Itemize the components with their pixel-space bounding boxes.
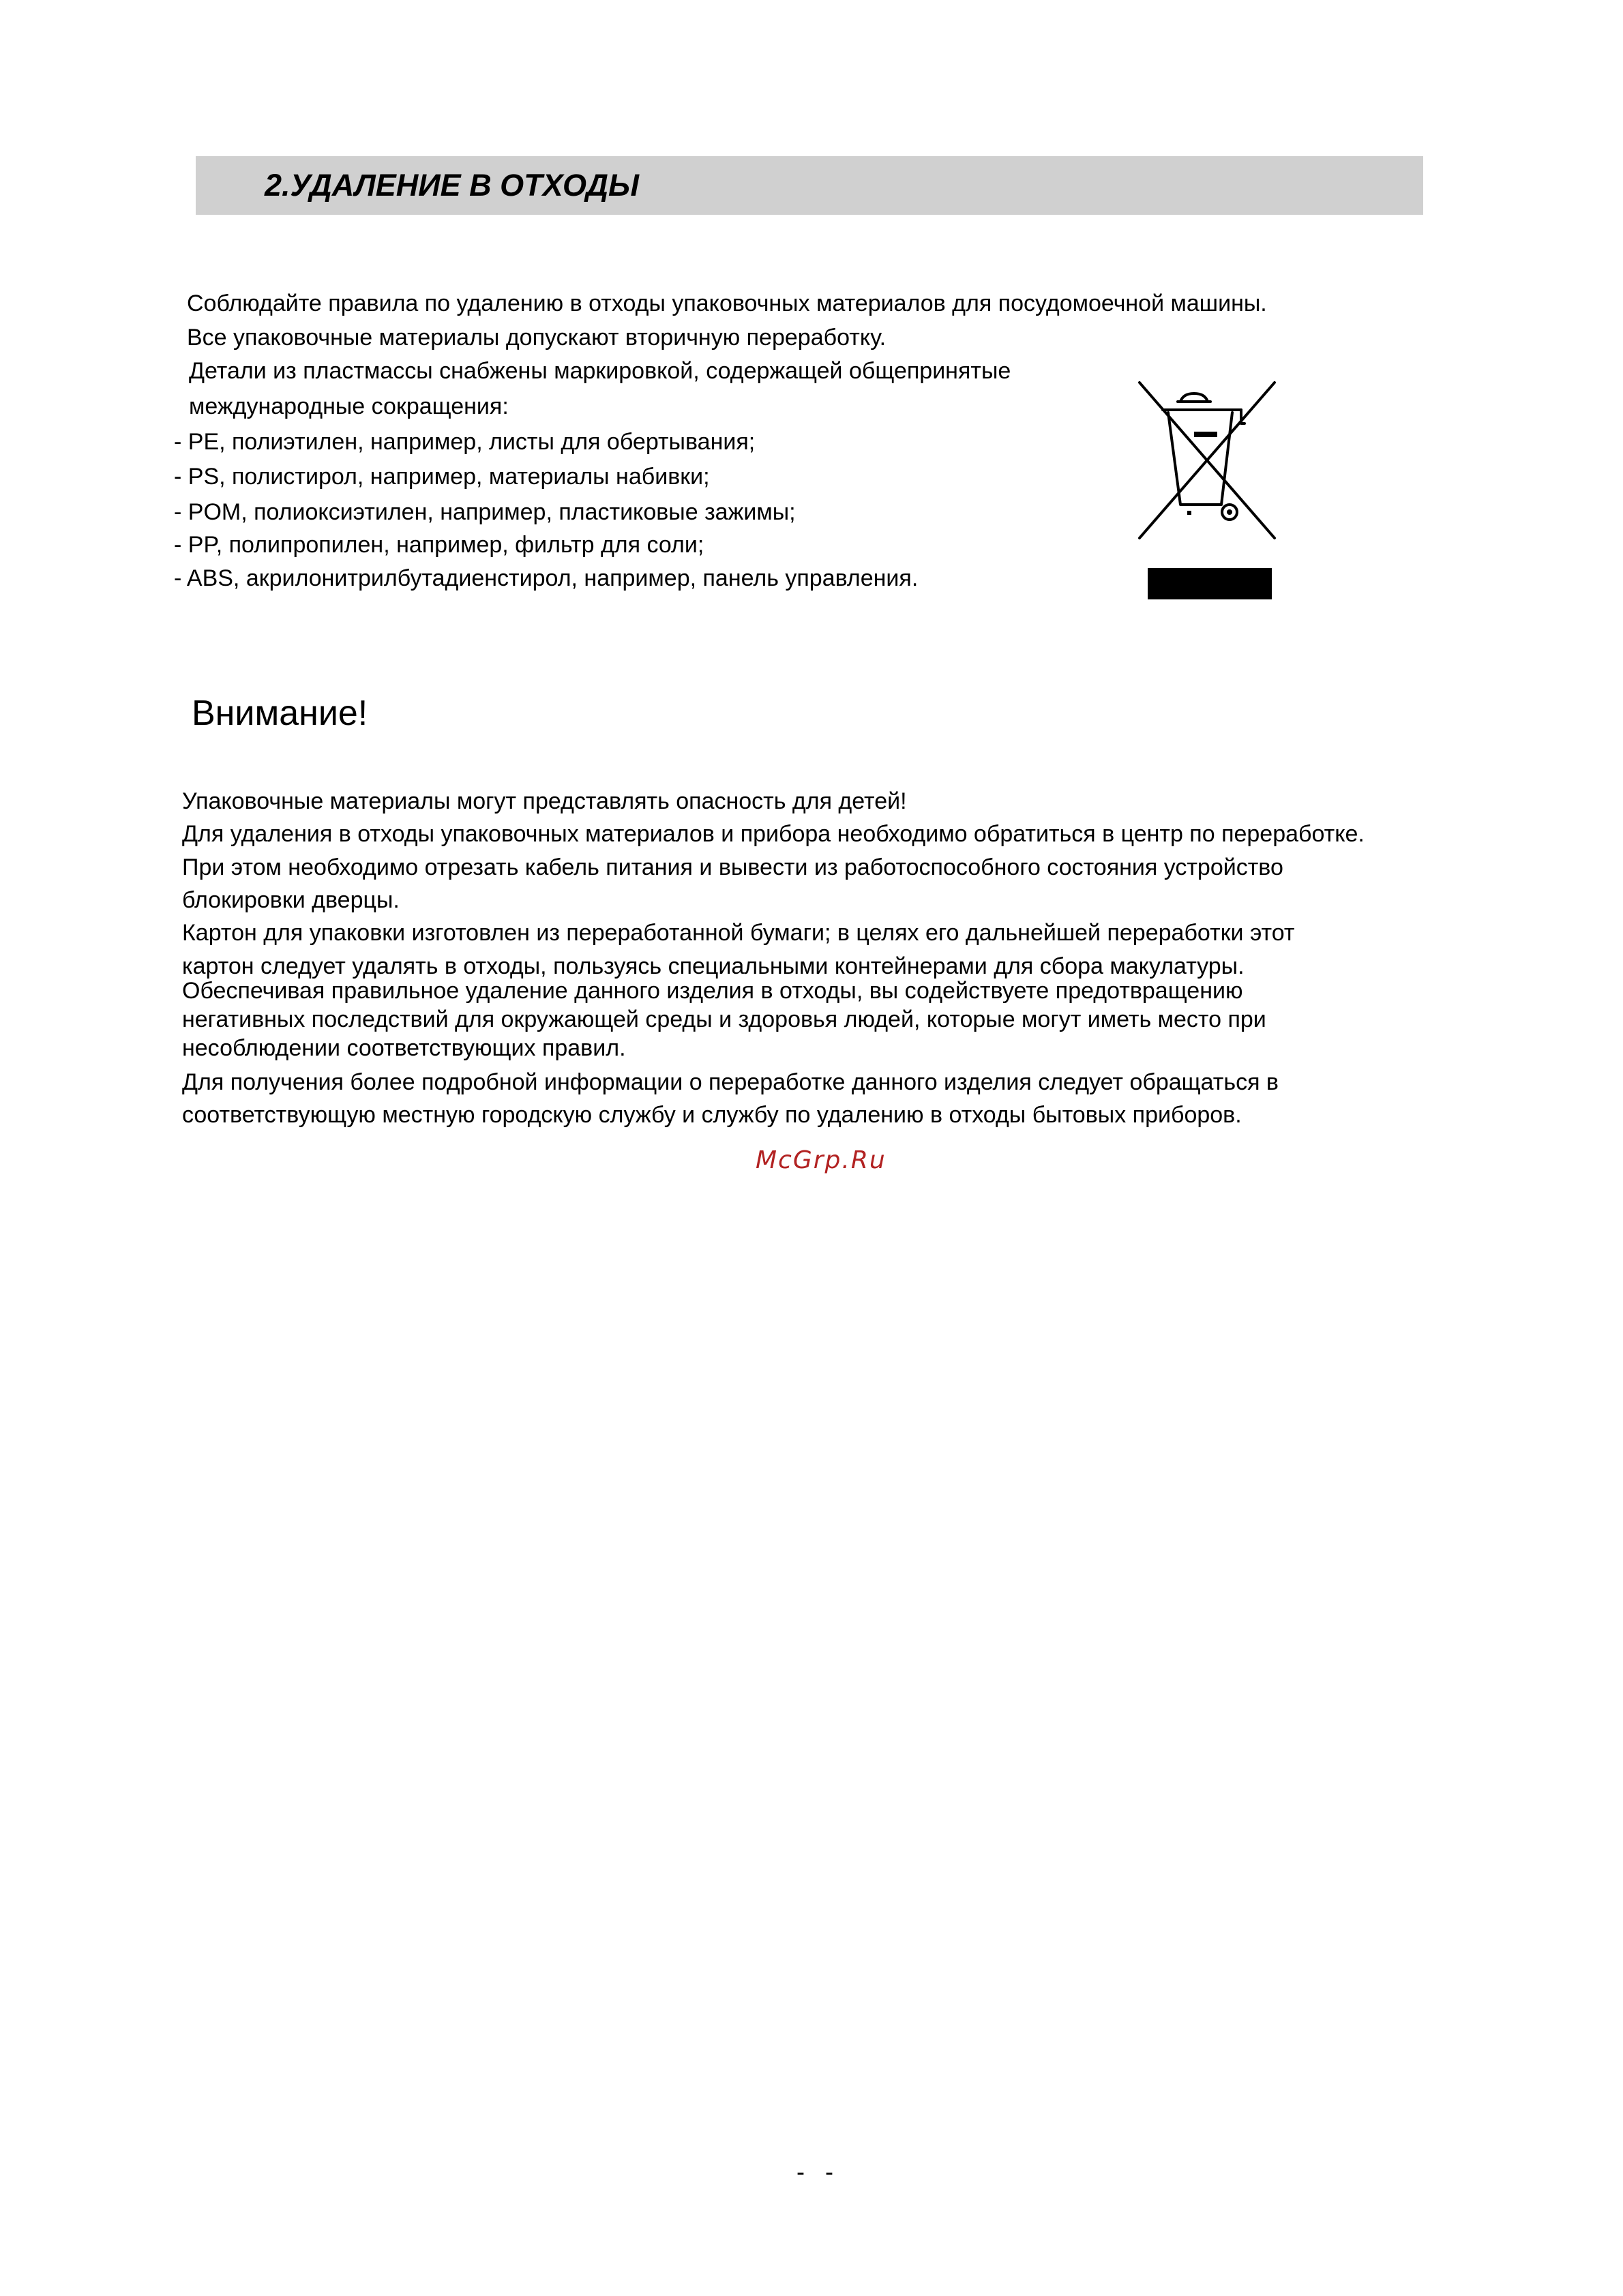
page-number: - - (796, 2158, 833, 2186)
warning-line: Картон для упаковки изготовлен из переработанной бумаги; в целях его дальнейшей переработки этот (182, 920, 1295, 946)
watermark-link[interactable]: McGrp.Ru (756, 1146, 887, 1174)
list-item: - PS, полистирол, например, материалы набивки; (174, 464, 710, 490)
warning-line: При этом необходимо отрезать кабель питания и вывести из работоспособного состояния устройство (182, 854, 1283, 880)
warning-line: картон следует удалять в отходы, пользуясь специальными контейнерами для сбора макулатуры. (182, 953, 1245, 979)
warning-line: негативных последствий для окружающей среды и здоровья людей, которые могут иметь место при (182, 1007, 1266, 1032)
warning-line: Упаковочные материалы могут представлять опасность для детей! (182, 788, 907, 814)
warning-line: блокировки дверцы. (182, 887, 400, 913)
warning-line: Для получения более подробной информации о переработке данного изделия следует обращаться в (182, 1069, 1279, 1095)
section-header-bar (196, 156, 1423, 215)
list-item: - ABS, акрилонитрилбутадиенстирол, например, панель управления. (174, 565, 919, 591)
warning-title: Внимание! (192, 694, 368, 733)
warning-line: Обеспечивая правильное удаление данного изделия в отходы, вы содействуете предотвращению (182, 978, 1243, 1004)
black-bar-marking (1148, 568, 1272, 599)
section-title: 2.УДАЛЕНИЕ В ОТХОДЫ (265, 168, 639, 203)
intro-line: Соблюдайте правила по удалению в отходы упаковочных материалов для посудомоечной машины. (187, 290, 1267, 316)
list-item: - PE, полиэтилен, например, листы для обертывания; (174, 429, 756, 455)
list-item: - POM, полиоксиэтилен, например, пластиковые зажимы; (174, 499, 796, 525)
warning-line: Для удаления в отходы упаковочных материалов и прибора необходимо обратиться в центр по переработке. (182, 821, 1365, 847)
warning-line: несоблюдении соответствующих правил. (182, 1035, 626, 1061)
intro-line: Детали из пластмассы снабжены маркировкой, содержащей общепринятые (189, 358, 1011, 384)
warning-line: соответствующую местную городскую службу и службу по удалению в отходы бытовых приборов. (182, 1102, 1242, 1128)
intro-line: международные сокращения: (189, 393, 509, 419)
list-item: - PP, полипропилен, например, фильтр для соли; (174, 532, 704, 558)
intro-line: Все упаковочные материалы допускают вторичную переработку. (187, 325, 887, 351)
crossed-out-wheelie-bin-icon (1135, 378, 1279, 542)
